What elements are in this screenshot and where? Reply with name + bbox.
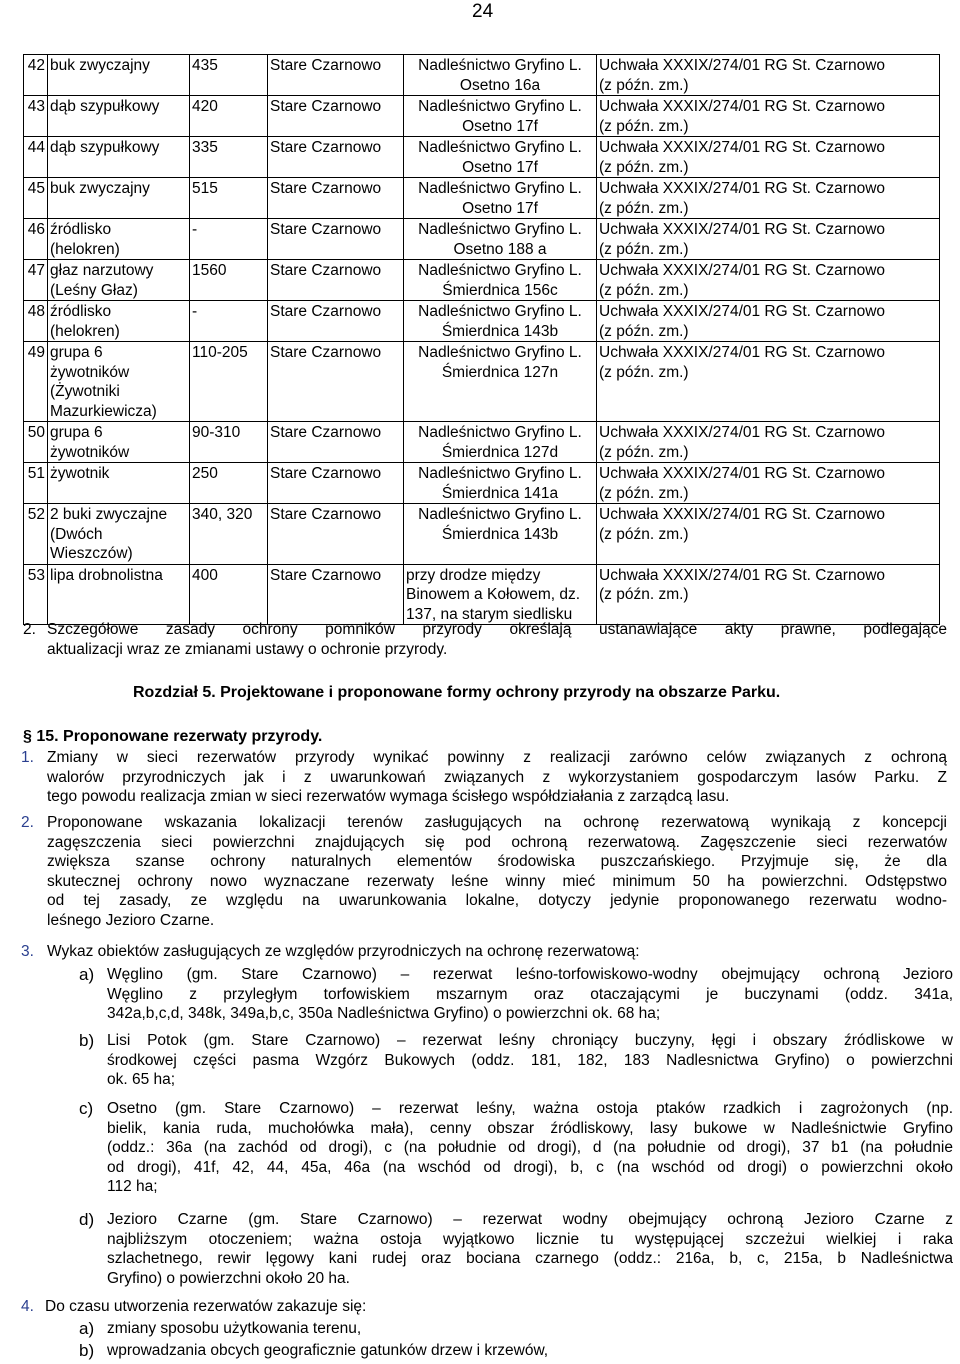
- text-line: bielik, kania ruda, muchołówka mała), cenny obszar źródliskowy, lasy bukowe w Nadleśnictwie Gryfino: [107, 1119, 953, 1137]
- cell-location-line: Śmierdnica 143b: [441, 525, 559, 543]
- cell-legal-act: [597, 504, 940, 565]
- cell-legal-act-line: Uchwała XXXIX/274/01 RG St. Czarnowo: [599, 180, 886, 197]
- text-line: tego powodu realizacja zmian w sieci rezerwatów wymaga ścisłego współdziałania z zarządcą lasu.: [47, 788, 730, 805]
- cell-location-line: Osetno 17f: [462, 199, 538, 217]
- table-row: [24, 219, 940, 260]
- text-line: Lisi Potok (gm. Stare Czarnowo) – rezerwat leśny chroniący buczyny, łęgi i obszary źródliskowe w: [107, 1032, 953, 1049]
- text-line: Węglino (gm. Stare Czarnowo) – rezerwat leśno-torfowiskowo-wodny obejmujący ochroną Jezioro: [107, 966, 953, 983]
- cell-number-line: 42: [27, 57, 45, 74]
- cell-commune-line: Stare Czarnowo: [270, 57, 382, 74]
- text-line: od drogi), 41f, 42, 44, 45a, 46a (na wschód od drogi), b, c (na wschód od drogi) o powierzchni około: [107, 1158, 953, 1176]
- reserve-b-letter: b): [79, 1031, 95, 1050]
- text-line: 342a,b,c,d, 348k, 349a,b,c, 350a Nadleśnictwa Gryfino) o powierzchni ok. 68 ha;: [107, 1005, 661, 1022]
- cell-number: [24, 504, 48, 565]
- cell-number: [24, 260, 48, 301]
- cell-legal-act: [597, 178, 940, 219]
- cell-location-line: Nadleśnictwo Gryfino L.: [418, 506, 582, 523]
- text-line: środkowej części pasma Wzgórz Bukowych (oddz. 181, 182, 183 Nadlesnictwa Gryfino) o powierzchni: [107, 1051, 953, 1069]
- cell-legal-act: [597, 301, 940, 342]
- cell-number-line: 53: [27, 566, 45, 584]
- cell-legal-act-line: Uchwała XXXIX/274/01 RG St. Czarnowo: [599, 344, 886, 361]
- cell-number: [24, 55, 48, 96]
- table-row: [24, 55, 940, 96]
- cell-name-line: źródlisko: [50, 303, 112, 320]
- cell-legal-act-line: (z późn. zm.): [599, 363, 689, 381]
- cell-number-line: 49: [27, 344, 45, 361]
- cell-number: [24, 301, 48, 342]
- cell-circumference: [190, 96, 268, 137]
- cell-commune: [268, 219, 404, 260]
- cell-name: [48, 422, 190, 463]
- cell-legal-act-line: Uchwała XXXIX/274/01 RG St. Czarnowo: [599, 303, 886, 320]
- cell-name: [48, 219, 190, 260]
- table-row: [24, 178, 940, 219]
- point-4-text: Do czasu utworzenia rezerwatów zakazuje się:: [45, 1298, 367, 1315]
- cell-legal-act-line: (z późn. zm.): [599, 525, 689, 543]
- cell-commune-line: Stare Czarnowo: [270, 424, 382, 441]
- cell-location-line: Śmierdnica 156c: [442, 281, 558, 299]
- cell-commune: [268, 55, 404, 96]
- cell-number: [24, 564, 48, 625]
- cell-commune: [268, 422, 404, 463]
- table-row: [24, 504, 940, 565]
- cell-location: [404, 178, 597, 219]
- reserve-b-text: [107, 1031, 953, 1090]
- cell-name: [48, 463, 190, 504]
- cell-name-line: (Żywotniki: [50, 383, 120, 400]
- cell-legal-act: [597, 342, 940, 422]
- cell-number: [24, 219, 48, 260]
- cell-legal-act-line: Uchwała XXXIX/274/01 RG St. Czarnowo: [599, 465, 886, 482]
- cell-circumference-line: -: [192, 221, 198, 238]
- cell-name-line: żywotnik: [50, 465, 110, 482]
- cell-circumference-line: 400: [192, 566, 218, 584]
- ban-a-letter: a): [79, 1319, 95, 1338]
- cell-number: [24, 342, 48, 422]
- cell-circumference-line: -: [192, 303, 198, 320]
- cell-name-line: buk zwyczajny: [50, 180, 150, 197]
- cell-circumference: [190, 137, 268, 178]
- cell-commune-line: Stare Czarnowo: [270, 221, 382, 238]
- cell-location-line: Nadleśnictwo Gryfino L.: [418, 303, 582, 320]
- text-line: Zmiany w sieci rezerwatów przyrody wynikać powinny z realizacji zarówno celów związanych z ochroną: [47, 749, 947, 766]
- cell-name-line: lipa drobnolistna: [50, 566, 163, 584]
- cell-location-line: Nadleśnictwo Gryfino L.: [418, 139, 582, 156]
- text-line: Wykaz obiektów zasługujących ze względów przyrodniczych na ochronę rezerwatową:: [47, 943, 640, 960]
- chapter-title: Rozdział 5. Projektowane i proponowane formy ochrony przyrody na obszarze Parku.: [133, 684, 781, 701]
- cell-legal-act: [597, 564, 940, 625]
- cell-location: [404, 219, 597, 260]
- cell-legal-act-line: Uchwała XXXIX/274/01 RG St. Czarnowo: [599, 98, 886, 115]
- cell-location: [404, 137, 597, 178]
- text-line: najbliższym otoczeniem; ważna ostoja wyjątkowo licznie tu występującej szczeżui wielkiej i raka: [107, 1230, 953, 1248]
- cell-circumference-line: 435: [192, 57, 218, 74]
- cell-number: [24, 137, 48, 178]
- cell-commune: [268, 96, 404, 137]
- cell-name: [48, 137, 190, 178]
- table-row: [24, 422, 940, 463]
- text-line: Węglino z przyległym torfowiskiem mszarnym oraz otaczającymi je buczynami (oddz. 341a,: [107, 985, 953, 1003]
- cell-circumference: [190, 301, 268, 342]
- text-line: ok. 65 ha;: [107, 1071, 176, 1088]
- cell-name-line: żywotników: [50, 363, 130, 381]
- cell-legal-act-line: Uchwała XXXIX/274/01 RG St. Czarnowo: [599, 424, 886, 441]
- cell-legal-act-line: Uchwała XXXIX/274/01 RG St. Czarnowo: [599, 139, 886, 156]
- text-line: 112 ha;: [107, 1178, 158, 1195]
- cell-name: [48, 564, 190, 625]
- cell-location-line: Nadleśnictwo Gryfino L.: [418, 262, 582, 279]
- item-1-number: 1.: [21, 749, 34, 766]
- cell-number: [24, 96, 48, 137]
- ban-b-text: wprowadzania obcych geograficznie gatunków drzew i krzewów,: [107, 1342, 549, 1359]
- cell-circumference-line: 250: [192, 465, 218, 482]
- cell-name-line: Wieszczów): [50, 545, 133, 562]
- cell-location-line: Osetno 188 a: [453, 240, 547, 258]
- text-line: Osetno (gm. Stare Czarnowo) – rezerwat leśny, ważna ostoja ptaków rzadkich i zagrożonych (np.: [107, 1100, 953, 1117]
- cell-number: [24, 463, 48, 504]
- text-line: zwiększa szanse ochrony naturalnych elementów środowiska puszczańskiego. Przyjmuje się, że dla: [47, 853, 947, 870]
- cell-name-line: 2 buki zwyczajne: [50, 506, 168, 523]
- table-row: [24, 342, 940, 422]
- cell-commune-line: Stare Czarnowo: [270, 180, 382, 197]
- cell-number: [24, 178, 48, 219]
- cell-legal-act-line: (z późn. zm.): [599, 117, 689, 135]
- cell-legal-act: [597, 422, 940, 463]
- cell-legal-act-line: Uchwała XXXIX/274/01 RG St. Czarnowo: [599, 57, 886, 74]
- page-number: 24: [472, 1, 494, 22]
- cell-legal-act-line: (z późn. zm.): [599, 322, 689, 340]
- cell-name: [48, 55, 190, 96]
- cell-number-line: 50: [27, 424, 45, 441]
- cell-location: [404, 301, 597, 342]
- cell-name-line: grupa 6: [50, 424, 103, 441]
- cell-number-line: 46: [27, 221, 45, 238]
- cell-commune-line: Stare Czarnowo: [270, 262, 382, 279]
- cell-legal-act: [597, 137, 940, 178]
- cell-name-line: głaz narzutowy: [50, 262, 154, 279]
- cell-legal-act-line: (z późn. zm.): [599, 443, 689, 461]
- cell-location-line: Osetno 16a: [459, 76, 541, 94]
- cell-legal-act: [597, 463, 940, 504]
- cell-name-line: (Leśny Głaz): [50, 281, 138, 299]
- ban-a-text: zmiany sposobu użytkowania terenu,: [107, 1320, 362, 1337]
- cell-legal-act-line: (z późn. zm.): [599, 240, 689, 258]
- section-title: § 15. Proponowane rezerwaty przyrody.: [23, 728, 323, 745]
- cell-legal-act-line: Uchwała XXXIX/274/01 RG St. Czarnowo: [599, 262, 886, 279]
- reserve-c-letter: c): [79, 1099, 94, 1118]
- cell-location-line: Śmierdnica 143b: [441, 322, 559, 340]
- text-line: Jezioro Czarne (gm. Stare Czarnowo) – rezerwat wodny obejmujący ochroną Jezioro Czarne z: [107, 1211, 953, 1228]
- cell-circumference: [190, 219, 268, 260]
- cell-circumference-line: 90-310: [192, 424, 241, 441]
- cell-circumference: [190, 504, 268, 565]
- cell-location-line: Binowem a Kołowem, dz.: [406, 586, 581, 603]
- cell-commune-line: Stare Czarnowo: [270, 98, 382, 115]
- item-1-text: [47, 748, 947, 807]
- cell-commune-line: Stare Czarnowo: [270, 506, 382, 523]
- cell-number-line: 44: [27, 139, 45, 156]
- cell-commune-line: Stare Czarnowo: [270, 344, 382, 361]
- item-2-text: [47, 813, 947, 930]
- cell-name: [48, 178, 190, 219]
- cell-circumference-line: 110-205: [192, 344, 248, 361]
- cell-commune: [268, 564, 404, 625]
- cell-location-line: Śmierdnica 141a: [441, 484, 559, 502]
- cell-commune-line: Stare Czarnowo: [270, 303, 382, 320]
- cell-commune: [268, 178, 404, 219]
- cell-commune-line: Stare Czarnowo: [270, 566, 382, 584]
- cell-circumference: [190, 463, 268, 504]
- cell-location: [404, 504, 597, 565]
- cell-legal-act: [597, 55, 940, 96]
- cell-number: [24, 422, 48, 463]
- text-line: walorów przyrodniczych jak i z uwarunkowań związanych z wykorzystaniem gospodarczym lasów Parku. Z: [47, 768, 947, 786]
- cell-location-line: Nadleśnictwo Gryfino L.: [418, 98, 582, 115]
- cell-commune-line: Stare Czarnowo: [270, 139, 382, 156]
- cell-location: [404, 260, 597, 301]
- text-line: aktualizacji wraz ze zmianami ustawy o ochronie przyrody.: [47, 640, 448, 658]
- reserve-c-text: [107, 1099, 953, 1197]
- cell-circumference: [190, 342, 268, 422]
- reserve-d-text: [107, 1210, 953, 1288]
- table-row: [24, 137, 940, 178]
- cell-circumference-line: 340, 320: [192, 506, 253, 523]
- text-line: Proponowane wskazania lokalizacji terenów zasługujących na ochronę rezerwatową wynikają z koncepcji: [47, 814, 947, 831]
- text-line: szlachetnego, rewir lęgowy kani rudej oraz bociana czarnego (oddz.: 216a, b, c, 215a, b Nadleśnictwa: [107, 1250, 953, 1267]
- cell-number-line: 48: [27, 303, 45, 320]
- cell-location-line: Nadleśnictwo Gryfino L.: [418, 57, 582, 74]
- cell-legal-act: [597, 96, 940, 137]
- table-row: [24, 96, 940, 137]
- cell-commune: [268, 137, 404, 178]
- cell-name-line: (helokren): [50, 322, 120, 340]
- cell-location-line: Śmierdnica 127n: [441, 363, 559, 381]
- cell-name-line: źródlisko: [50, 221, 112, 238]
- cell-circumference-line: 1560: [192, 262, 227, 279]
- text-line: (oddz.: 36a (na zachód od drogi), c (na południe od drogi), d (na południe od drogi), 37 b1 (na południe: [107, 1139, 953, 1156]
- cell-legal-act-line: (z późn. zm.): [599, 199, 689, 217]
- cell-circumference-line: 420: [192, 98, 218, 115]
- cell-circumference: [190, 564, 268, 625]
- cell-location-line: Osetno 17f: [462, 158, 538, 176]
- point-2-number: 2.: [23, 621, 36, 638]
- cell-legal-act-line: (z późn. zm.): [599, 158, 689, 176]
- reserve-a-letter: a): [79, 965, 95, 984]
- cell-location-line: 137, na starym siedlisku: [406, 605, 573, 623]
- cell-name: [48, 342, 190, 422]
- item-2-number: 2.: [21, 814, 34, 831]
- text-line: od tej zasady, ze względu na uwarunkowania lokalne, dotyczy jedynie proponowanego rezerwatu wodno-: [47, 892, 947, 909]
- cell-name-line: dąb szypułkowy: [50, 98, 160, 115]
- cell-location-line: Nadleśnictwo Gryfino L.: [418, 344, 582, 361]
- item-3-number: 3.: [21, 943, 34, 960]
- table-row: [24, 564, 940, 625]
- cell-location-line: Nadleśnictwo Gryfino L.: [418, 221, 582, 238]
- table-row: [24, 301, 940, 342]
- cell-circumference: [190, 260, 268, 301]
- cell-name-line: (Dwóch: [50, 525, 103, 543]
- cell-name: [48, 301, 190, 342]
- cell-commune: [268, 301, 404, 342]
- text-line: leśnego Jezioro Czarne.: [47, 911, 215, 929]
- cell-name-line: grupa 6: [50, 344, 103, 361]
- cell-name: [48, 260, 190, 301]
- cell-legal-act-line: Uchwała XXXIX/274/01 RG St. Czarnowo: [599, 506, 886, 523]
- cell-number-line: 47: [27, 262, 45, 279]
- cell-location-line: przy drodze między: [406, 566, 541, 584]
- cell-location: [404, 422, 597, 463]
- natural-monuments-table: [23, 54, 940, 625]
- cell-name-line: żywotników: [50, 443, 130, 461]
- cell-name-line: Mazurkiewicza): [50, 402, 157, 420]
- cell-number-line: 51: [27, 465, 45, 482]
- cell-name-line: buk zwyczajny: [50, 57, 150, 74]
- cell-location-line: Nadleśnictwo Gryfino L.: [418, 424, 582, 441]
- cell-legal-act-line: (z późn. zm.): [599, 76, 689, 94]
- cell-location: [404, 463, 597, 504]
- cell-legal-act-line: (z późn. zm.): [599, 281, 689, 299]
- table-row: [24, 260, 940, 301]
- text-line: Szczegółowe zasady ochrony pomników przyrody określają ustanawiające akty prawne, podlegające: [47, 621, 947, 638]
- point-4-number: 4.: [21, 1298, 34, 1315]
- cell-location: [404, 55, 597, 96]
- cell-location: [404, 96, 597, 137]
- cell-name-line: dąb szypułkowy: [50, 139, 160, 156]
- cell-circumference-line: 515: [192, 180, 218, 197]
- cell-legal-act: [597, 260, 940, 301]
- cell-commune: [268, 463, 404, 504]
- text-line: skutecznej ochrony nowo wyznaczane rezerwaty leśne winny mieć minimum 50 ha powierzchni. Odstępstwo: [47, 872, 947, 890]
- cell-legal-act-line: Uchwała XXXIX/274/01 RG St. Czarnowo: [599, 221, 886, 238]
- text-line: Gryfino) o powierzchni około 20 ha.: [107, 1269, 350, 1287]
- cell-legal-act-line: (z późn. zm.): [599, 484, 689, 502]
- cell-number-line: 52: [27, 506, 45, 523]
- ban-b-letter: b): [79, 1341, 95, 1360]
- item-3-text: [47, 942, 947, 962]
- cell-circumference-line: 335: [192, 139, 218, 156]
- cell-name: [48, 504, 190, 565]
- cell-commune: [268, 504, 404, 565]
- cell-location: [404, 564, 597, 625]
- cell-location-line: Nadleśnictwo Gryfino L.: [418, 465, 582, 482]
- point-2-text: [47, 620, 947, 659]
- cell-location: [404, 342, 597, 422]
- cell-name-line: (helokren): [50, 240, 120, 258]
- table-row: [24, 463, 940, 504]
- cell-legal-act-line: (z późn. zm.): [599, 586, 689, 603]
- reserve-a-text: [107, 965, 953, 1024]
- cell-name: [48, 96, 190, 137]
- cell-location-line: Nadleśnictwo Gryfino L.: [418, 180, 582, 197]
- cell-commune: [268, 342, 404, 422]
- text-line: zagęszczenia sieci powierzchni znajdujących się pod ochroną rezerwatową. Zagęszczenie sieci rezerwatów: [47, 833, 947, 851]
- reserve-d-letter: d): [79, 1210, 95, 1229]
- cell-commune: [268, 260, 404, 301]
- cell-number-line: 43: [27, 98, 45, 115]
- cell-legal-act: [597, 219, 940, 260]
- cell-location-line: Osetno 17f: [462, 117, 538, 135]
- cell-commune-line: Stare Czarnowo: [270, 465, 382, 482]
- cell-number-line: 45: [27, 180, 45, 197]
- cell-legal-act-line: Uchwała XXXIX/274/01 RG St. Czarnowo: [599, 566, 886, 584]
- cell-circumference: [190, 422, 268, 463]
- cell-circumference: [190, 178, 268, 219]
- cell-location-line: Śmierdnica 127d: [441, 443, 559, 461]
- cell-circumference: [190, 55, 268, 96]
